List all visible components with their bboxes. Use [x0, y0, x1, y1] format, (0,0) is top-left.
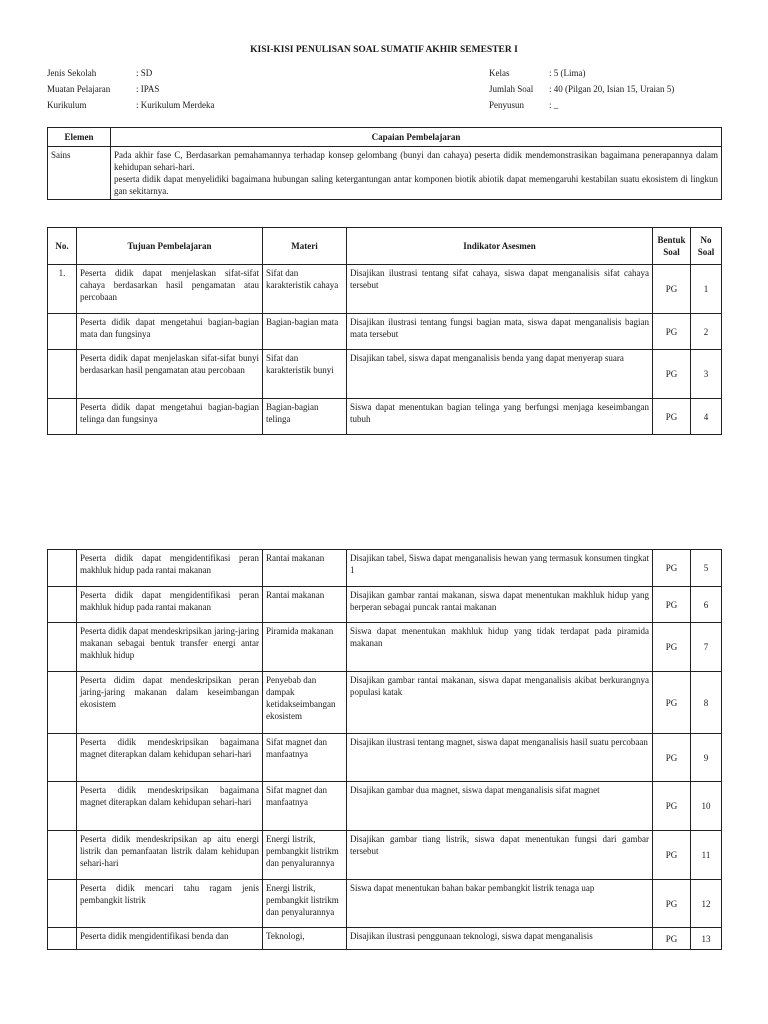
info-right — [489, 65, 674, 113]
row-indikator: Disajikan gambar rantai makanan, siswa dapat menentukan makhluk hidup yang berperan sebagai puncak rantai makanan — [347, 587, 653, 623]
capaian-cell — [111, 147, 722, 200]
row-materi: Energi listrik, pembangkit listrikm dan penyalurannya — [263, 880, 347, 928]
table-row — [48, 350, 722, 399]
row-soal: 1 — [691, 265, 722, 314]
row-bentuk: PG — [653, 672, 691, 734]
row-no — [48, 734, 77, 782]
row-bentuk: PG — [653, 623, 691, 672]
row-no — [48, 314, 77, 350]
row-materi: Energi listrik, pembangkit listrikm dan penyalurannya — [263, 831, 347, 880]
row-tujuan: Peserta didik dapat mengetahui bagian-bagian telinga dan fungsinya — [77, 399, 263, 435]
row-soal: 6 — [691, 587, 722, 623]
row-tujuan: Peserta didik dapat mendeskripsikan jaring-jaring makanan sebagai bentuk transfer energi antar makhluk hidup — [77, 623, 263, 672]
row-bentuk: PG — [653, 550, 691, 587]
row-materi: Teknologi, — [263, 928, 347, 950]
header-no: No. — [48, 228, 77, 265]
header-materi: Materi — [263, 228, 347, 265]
info-label-muatan: Muatan Pelajaran — [47, 84, 111, 94]
row-soal: 13 — [691, 928, 722, 950]
row-indikator: Disajikan ilustrasi tentang sifat cahaya, siswa dapat menganalisis sifat cahaya tersebut — [347, 265, 653, 314]
row-materi: Sifat dan karakteristik cahaya — [263, 265, 347, 314]
row-no — [48, 831, 77, 880]
row-materi: Sifat dan karakteristik bunyi — [263, 350, 347, 399]
table-row — [48, 623, 722, 672]
row-no — [48, 782, 77, 831]
kisi-table-1 — [47, 227, 722, 435]
row-materi: Rantai makanan — [263, 587, 347, 623]
row-tujuan: Peserta didim dapat mendeskripsikan peran jaring-jaring makanan dalam keseimbangan ekosistem — [77, 672, 263, 734]
header-tujuan: Tujuan Pembelajaran — [77, 228, 263, 265]
info-value-jenis-sekolah: : SD — [136, 68, 153, 78]
table-row — [48, 831, 722, 880]
row-tujuan: Peserta didik dapat menjelaskan sifat-sifat bunyi berdasarkan hasil pengamatan atau percobaan — [77, 350, 263, 399]
row-bentuk: PG — [653, 587, 691, 623]
header-indikator: Indikator Asesmen — [347, 228, 653, 265]
row-no — [48, 672, 77, 734]
info-label-jumlah-soal: Jumlah Soal — [489, 84, 534, 94]
row-bentuk: PG — [653, 734, 691, 782]
kisi-table-2 — [47, 549, 722, 950]
row-indikator: Disajikan ilustrasi penggunaan teknologi, siswa dapat menganalisis — [347, 928, 653, 950]
row-soal: 10 — [691, 782, 722, 831]
row-materi: Bagian-bagian mata — [263, 314, 347, 350]
capaian-text-1: Pada akhir fase C, Berdasarkan pemahamannya terhadap konsep gelombang (bunyi dan cahaya) peserta didik mendemonstrasikan bagaimana penerapannya dalam kehidupan sehari-hari. — [114, 150, 718, 172]
row-tujuan: Peserta didik mendeskripsikan bagaimana magnet diterapkan dalam kehidupan sehari-hari — [77, 782, 263, 831]
row-bentuk: PG — [653, 831, 691, 880]
row-bentuk: PG — [653, 314, 691, 350]
row-tujuan: Peserta didik mencari tahu ragam jenis pembangkit listrik — [77, 880, 263, 928]
row-materi: Bagian-bagian telinga — [263, 399, 347, 435]
row-no: 1. — [48, 265, 77, 314]
table-row — [48, 928, 722, 950]
row-indikator: Disajikan ilustrasi tentang fungsi bagian mata, siswa dapat menganalisis bagian mata tersebut — [347, 314, 653, 350]
row-materi: Sifat magnet dan manfaatnya — [263, 782, 347, 831]
row-bentuk: PG — [653, 399, 691, 435]
row-indikator: Disajikan gambar dua magnet, siswa dapat menganalisis sifat magnet — [347, 782, 653, 831]
row-soal: 12 — [691, 880, 722, 928]
info-label-jenis-sekolah: Jenis Sekolah — [47, 68, 97, 78]
row-materi: Penyebab dan dampak ketidakseimbangan ekosistem — [263, 672, 347, 734]
row-soal: 3 — [691, 350, 722, 399]
row-materi: Sifat magnet dan manfaatnya — [263, 734, 347, 782]
row-soal: 8 — [691, 672, 722, 734]
document-title: KISI-KISI PENULISAN SOAL SUMATIF AKHIR SEMESTER I — [250, 45, 518, 55]
capaian-table — [47, 127, 722, 200]
info-label-kurikulum: Kurikulum — [47, 100, 87, 110]
row-no — [48, 587, 77, 623]
header-capaian: Capaian Pembelajaran — [111, 128, 722, 147]
header-elemen: Elemen — [48, 128, 111, 147]
row-indikator: Siswa dapat menentukan bahan bakar pembangkit listrik tenaga uap — [347, 880, 653, 928]
table-row — [48, 672, 722, 734]
info-value-kelas: : 5 (Lima) — [549, 68, 586, 78]
row-soal: 7 — [691, 623, 722, 672]
row-tujuan: Peserta didik dapat mengidentifikasi peran makhluk hidup pada rantai makanan — [77, 550, 263, 587]
info-value-penyusun: : _ — [549, 100, 559, 110]
table-row — [48, 399, 722, 435]
table-row — [48, 265, 722, 314]
row-indikator: Siswa dapat menentukan bagian telinga yang berfungsi menjaga keseimbangan tubuh — [347, 399, 653, 435]
row-materi: Rantai makanan — [263, 550, 347, 587]
info-value-kurikulum: : Kurikulum Merdeka — [136, 100, 215, 110]
row-soal: 11 — [691, 831, 722, 880]
table-row — [48, 734, 722, 782]
elemen-cell: Sains — [48, 147, 111, 200]
row-no — [48, 623, 77, 672]
info-left — [47, 65, 214, 113]
row-soal: 5 — [691, 550, 722, 587]
row-no — [48, 928, 77, 950]
row-indikator: Disajikan gambar rantai makanan, siswa dapat menganalisis akibat berkurangnya populasi katak — [347, 672, 653, 734]
row-tujuan: Peserta didik dapat menjelaskan sifat-sifat cahaya berdasarkan hasil pengamatan atau percobaan — [77, 265, 263, 314]
row-indikator: Disajikan ilustrasi tentang magnet, siswa dapat menganalisis hasil suatu percobaan — [347, 734, 653, 782]
row-bentuk: PG — [653, 928, 691, 950]
row-indikator: Disajikan gambar tiang listrik, siswa dapat menentukan fungsi dari gambar tersebut — [347, 831, 653, 880]
table-row — [48, 587, 722, 623]
row-tujuan: Peserta didik mengidentifikasi benda dan — [77, 928, 263, 950]
row-tujuan: Peserta didik dapat mengidentifikasi peran makhluk hidup pada rantai makanan — [77, 587, 263, 623]
row-no — [48, 550, 77, 587]
row-soal: 4 — [691, 399, 722, 435]
table-row — [48, 314, 722, 350]
row-bentuk: PG — [653, 880, 691, 928]
row-bentuk: PG — [653, 265, 691, 314]
row-soal: 2 — [691, 314, 722, 350]
table-row — [48, 782, 722, 831]
info-value-muatan: : IPAS — [136, 84, 160, 94]
info-label-penyusun: Penyusun — [489, 100, 525, 110]
info-value-jumlah-soal: : 40 (Pilgan 20, Isian 15, Uraian 5) — [549, 84, 675, 94]
header-bentuk-soal: Bentuk Soal — [653, 228, 691, 265]
capaian-text-2: peserta didik dapat menyelidiki bagaimana hubungan saling ketergantungan antar komponen biotik abiotik dapat memengaruhi kestabilan suatu ekosistem di lingkun gan sekitarnya. — [114, 174, 718, 196]
table-row — [48, 550, 722, 587]
header-no-soal: No Soal — [691, 228, 722, 265]
row-indikator: Siswa dapat menentukan makhluk hidup yang tidak terdapat pada piramida makanan — [347, 623, 653, 672]
table-row — [48, 880, 722, 928]
info-label-kelas: Kelas — [489, 68, 510, 78]
row-no — [48, 399, 77, 435]
row-no — [48, 880, 77, 928]
row-tujuan: Peserta didik mendeskripsikan bagaimana magnet diterapkan dalam kehidupan sehari-hari — [77, 734, 263, 782]
row-tujuan: Peserta didik mendeskripsikan ap aitu energi listrik dan pemanfaatan listrik dalam kehidupan sehari-hari — [77, 831, 263, 880]
row-no — [48, 350, 77, 399]
row-bentuk: PG — [653, 782, 691, 831]
row-indikator: Disajikan tabel, Siswa dapat menganalisis hewan yang termasuk konsumen tingkat 1 — [347, 550, 653, 587]
row-materi: Piramida makanan — [263, 623, 347, 672]
row-bentuk: PG — [653, 350, 691, 399]
row-indikator: Disajikan tabel, siswa dapat menganalisis benda yang dapat menyerap suara — [347, 350, 653, 399]
row-tujuan: Peserta didik dapat mengetahui bagian-bagian mata dan fungsinya — [77, 314, 263, 350]
row-soal: 9 — [691, 734, 722, 782]
